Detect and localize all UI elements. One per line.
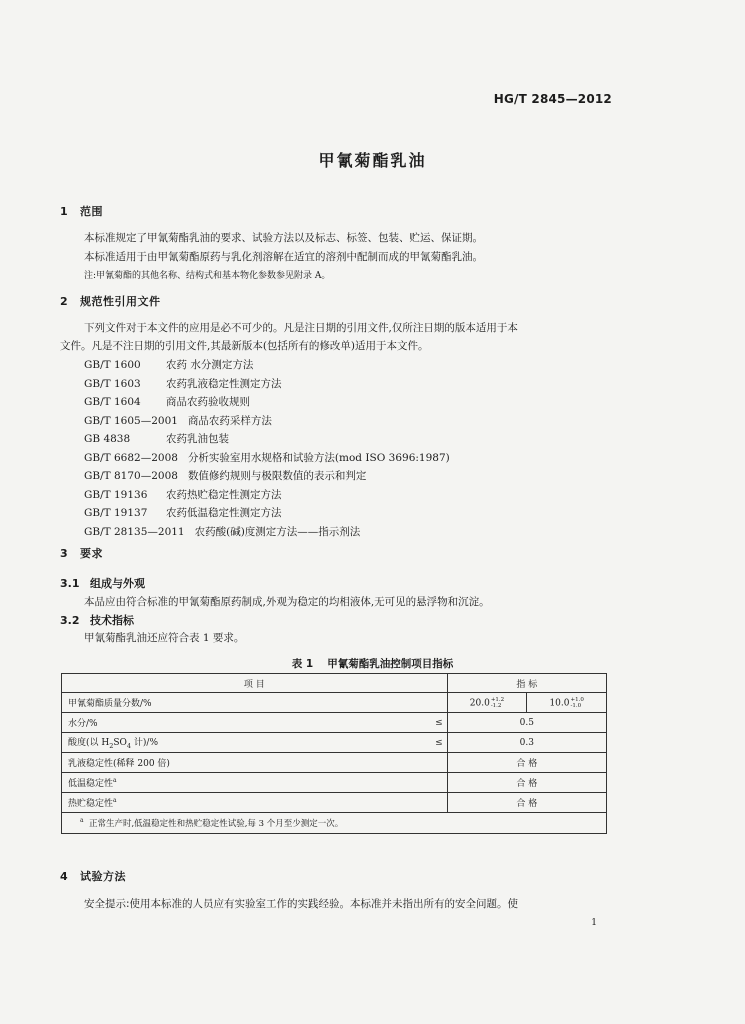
reference-item — [84, 413, 272, 428]
reference-title: 分析实验室用水规格和试验方法(mod ISO 3696:1987) — [187, 451, 450, 464]
section-1-heading — [60, 203, 103, 219]
table-number: 表 1 — [291, 658, 314, 670]
reference-item — [84, 357, 253, 372]
section-title: 试验方法 — [80, 870, 126, 883]
reference-title: 农药 水分测定方法 — [166, 359, 254, 371]
row-label: 甲氰菊酯质量分数/% — [62, 693, 448, 713]
table-row — [62, 733, 607, 753]
reference-item — [84, 450, 450, 465]
reference-title: 农药乳油包装 — [166, 433, 229, 445]
row-label: 热贮稳定性$^a$ — [62, 793, 448, 813]
page-number: 1 — [591, 918, 597, 928]
cell-value: 10.0+1.0 -1.0 — [527, 693, 607, 713]
paragraph: 本品应由符合标准的甲氰菊酯原药制成,外观为稳定的均相液体,无可见的悬浮物和沉淀。 — [84, 596, 490, 608]
reference-title: 农药乳液稳定性测定方法 — [166, 377, 282, 390]
table-row — [62, 793, 607, 813]
reference-item — [84, 524, 360, 539]
reference-title: 农药热贮稳定性测定方法 — [166, 488, 282, 501]
table-row — [62, 753, 607, 773]
document-title: 甲氰菊酯乳油 — [318, 151, 427, 170]
table-footnote-row — [62, 813, 607, 834]
reference-title: 商品农药采样方法 — [187, 414, 272, 427]
subsection-title: 组成与外观 — [90, 577, 145, 590]
paragraph: 本标准规定了甲氰菊酯乳油的要求、试验方法以及标志、标签、包装、贮运、保证期。 — [84, 232, 483, 244]
spec-table — [61, 673, 607, 834]
section-title: 要求 — [80, 547, 103, 560]
reference-code: GB/T 19136 — [84, 488, 148, 501]
paragraph: 文件。凡是不注日期的引用文件,其最新版本(包括所有的修改单)适用于本文件。 — [60, 340, 429, 352]
table-header-row — [62, 674, 607, 693]
row-label: 酸度(以 $H_2SO_4$ 计)/% — [62, 733, 419, 753]
section-4-heading — [60, 868, 126, 884]
reference-item — [84, 487, 282, 502]
subsection-title: 技术指标 — [90, 614, 134, 627]
le-symbol: ≤ — [419, 713, 448, 733]
reference-item — [84, 376, 282, 391]
reference-code: GB 4838 — [84, 433, 131, 445]
header-item: 项 目 — [62, 674, 448, 693]
table-title: 甲氰菊酯乳油控制项目指标 — [327, 658, 454, 670]
reference-code: GB/T 1600 — [84, 359, 141, 371]
row-label: 乳液稳定性(稀释 200 倍) — [62, 753, 448, 773]
reference-title: 农药酸(碱)度测定方法——指示剂法 — [194, 525, 361, 538]
reference-code: GB/T 28135—2011 — [84, 525, 185, 538]
reference-code: GB/T 1603 — [84, 377, 141, 390]
cell-value: 20.0+1.2 -1.2 — [447, 693, 527, 713]
paragraph: 下列文件对于本文件的应用是必不可少的。凡是注日期的引用文件,仅所注日期的版本适用于本 — [84, 322, 518, 334]
subsection-number: 3.2 — [60, 614, 80, 627]
tolerance: +1.0 -1.0 — [570, 696, 584, 709]
paragraph: 甲氰菊酯乳油还应符合表 1 要求。 — [84, 632, 245, 644]
reference-title: 农药低温稳定性测定方法 — [166, 507, 282, 519]
section-number: 1 — [60, 205, 69, 218]
reference-code: GB/T 1605—2001 — [84, 414, 178, 427]
section-3-heading — [60, 545, 103, 561]
section-title: 范围 — [80, 205, 103, 218]
row-label: 低温稳定性$^a$ — [62, 773, 448, 793]
reference-code: GB/T 1604 — [84, 396, 141, 408]
cell-value: 合 格 — [447, 753, 606, 773]
footnote-mark: a — [113, 777, 117, 784]
section-number: 2 — [60, 295, 69, 308]
reference-item — [84, 394, 250, 409]
reference-code: GB/T 19137 — [84, 507, 148, 519]
table-footnote: $^a$ 正常生产时,低温稳定性和热贮稳定性试验,每 3 个月至少测定一次。 — [62, 813, 607, 834]
tolerance: +1.2 -1.2 — [490, 696, 505, 709]
cell-value: 合 格 — [447, 773, 606, 793]
cell-value: 0.5 — [447, 713, 606, 733]
table-row — [62, 693, 607, 713]
reference-title: 数值修约规则与极限数值的表示和判定 — [187, 470, 367, 482]
header-spec: 指 标 — [447, 674, 606, 693]
section-2-heading — [60, 293, 161, 309]
subsection-3-1-heading — [60, 575, 145, 591]
le-symbol: ≤ — [419, 733, 448, 753]
reference-item — [84, 468, 366, 483]
standard-code: HG/T 2845—2012 — [493, 92, 612, 106]
subsection-number: 3.1 — [60, 577, 80, 590]
table-row — [62, 713, 607, 733]
note: 注:甲氰菊酯的其他名称、结构式和基本物化参数参见附录 A。 — [84, 271, 331, 281]
reference-title: 商品农药验收规则 — [166, 396, 250, 408]
section-title: 规范性引用文件 — [80, 295, 161, 308]
cell-value: 合 格 — [447, 793, 606, 813]
footnote-mark: a — [113, 797, 117, 804]
table-caption — [0, 656, 745, 671]
reference-code: GB/T 6682—2008 — [84, 451, 178, 464]
cell-value: 0.3 — [447, 733, 606, 753]
reference-item — [84, 431, 229, 446]
table-row — [62, 773, 607, 793]
safety-note: 安全提示:使用本标准的人员应有实验室工作的实践经验。本标准并未指出所有的安全问题。使 — [84, 898, 519, 910]
paragraph: 本标准适用于由甲氰菊酯原药与乳化剂溶解在适宜的溶剂中配制而成的甲氰菊酯乳油。 — [84, 251, 483, 263]
subsection-3-2-heading — [60, 612, 134, 628]
reference-code: GB/T 8170—2008 — [84, 470, 178, 482]
row-label: 水分/% — [62, 713, 419, 733]
section-number: 3 — [60, 547, 69, 560]
section-number: 4 — [60, 870, 69, 883]
reference-item — [84, 505, 282, 520]
